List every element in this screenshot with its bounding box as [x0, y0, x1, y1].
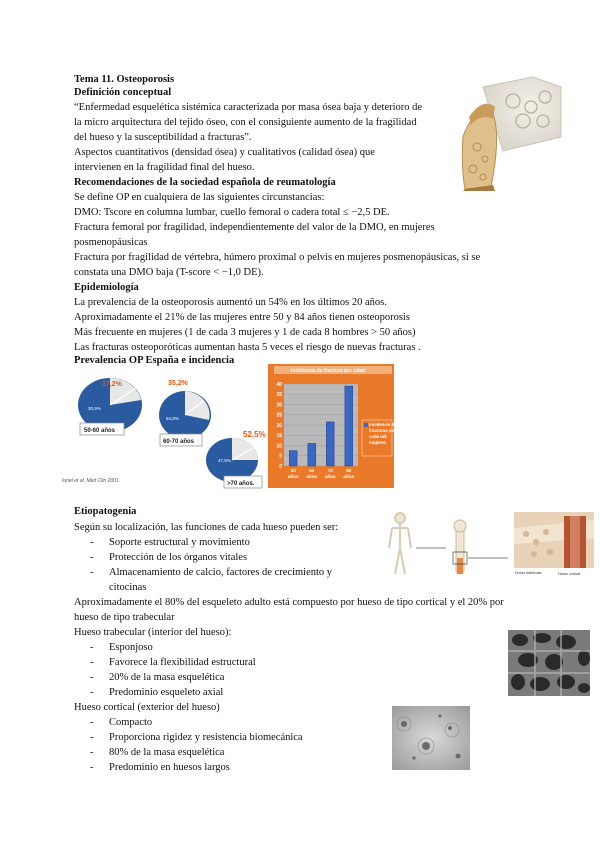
- recomendaciones-line: posmenopáusicas: [74, 237, 148, 248]
- list-dash: -: [90, 762, 94, 773]
- prevalencia-heading: Prevalencia OP España e incidencia: [74, 355, 235, 366]
- doc-title: Tema 11. Osteoporosis: [74, 74, 175, 85]
- skeleton-bone-diagram: [386, 508, 598, 586]
- pie-2-pct: 35,2%: [168, 380, 188, 387]
- epidemiologia-line: Las fracturas osteoporóticas aumentan hasta 5 veces el riesgo de nuevas fracturas .: [74, 342, 421, 353]
- chart-xtick-label: años: [324, 474, 336, 479]
- list-dash: -: [90, 642, 94, 653]
- list-dash: -: [90, 747, 94, 758]
- cortical-item: Proporciona rigidez y resistencia biomecánica: [109, 732, 303, 743]
- etiopatogenia-para: hueso de tipo trabecular: [74, 612, 175, 623]
- chart-title: Incidencia de fractura por edad: [290, 368, 366, 374]
- funcion-item: citocinas: [109, 582, 147, 593]
- definicion-heading: Definición conceptual: [74, 87, 172, 98]
- funcion-item: Soporte estructural y movimiento: [109, 537, 250, 548]
- trabecular-item: 20% de la masa esquelética: [109, 672, 225, 683]
- chart-ytick-label: 40: [276, 381, 282, 388]
- prevalence-pies-figure: [62, 372, 288, 496]
- epidemiologia-line: La prevalencia de la osteoporosis aumentó un 54% en los últimos 20 años.: [74, 297, 387, 308]
- epidemiologia-line: Aproximadamente el 21% de las mujeres entre 50 y 84 años tienen osteoporosis: [74, 312, 410, 323]
- etiopatogenia-heading: Etiopatogenia: [74, 506, 137, 517]
- pie-2-label: 60-70 años: [163, 439, 195, 445]
- chart-legend-swatch: [364, 423, 368, 427]
- etiopatogenia-intro: Según su localización, las funciones de cada hueso pueden ser:: [74, 522, 339, 533]
- definicion-line: la micro arquitectura del tejido óseo, con el consiguiente aumento de la fragilidad: [74, 117, 417, 128]
- fracture-incidence-chart: [268, 364, 397, 488]
- pie-60-70: [159, 391, 211, 439]
- chart-legend-label: Incidencia de fracturas por cada mil mujeres: [369, 422, 397, 445]
- list-dash: -: [90, 657, 94, 668]
- chart-ytick-label: 30: [276, 402, 282, 409]
- epidemiologia-line: Más frecuente en mujeres (1 de cada 3 mujeres y 1 de cada 8 hombres > 50 años): [74, 327, 416, 338]
- chart-ytick-label: 5: [279, 453, 282, 460]
- recomendaciones-line: Fractura femoral por fragilidad, independientemente del valor de la DMO, en mujeres: [74, 222, 435, 233]
- chart-xtick-label: años: [343, 474, 355, 479]
- recomendaciones-line: DMO: Tscore en columna lumbar, cuello femoral o cadera total ≤ −2,5 DE.: [74, 207, 390, 218]
- pie-1-inner: 30,5%: [88, 406, 101, 411]
- list-dash: -: [90, 552, 94, 563]
- definicion-line: intervienen en la fragilidad final del hueso.: [74, 162, 255, 173]
- list-dash: -: [90, 687, 94, 698]
- recomendaciones-line: constata una DMO baja (T-score < −1,0 DE).: [74, 267, 264, 278]
- chart-xtick-label: 60: [309, 468, 315, 473]
- bone-section-icon: [514, 512, 594, 568]
- funcion-item: Protección de los órganos vitales: [109, 552, 248, 563]
- chart-ytick-label: 35: [276, 392, 282, 399]
- cortical-micrograph: [392, 706, 470, 770]
- list-dash: -: [90, 537, 94, 548]
- chart-ytick-label: 10: [276, 443, 282, 450]
- chart-ytick-label: 25: [276, 412, 282, 419]
- pie-3-inner: 47,5%: [218, 458, 231, 463]
- pie-1-label: 50-60 años: [84, 428, 116, 434]
- cortical-item: Compacto: [109, 717, 153, 728]
- pie-3-pct: 52,5%: [243, 430, 266, 439]
- bone-image: [443, 77, 561, 191]
- chart-xtick-label: años: [306, 474, 318, 479]
- recomendaciones-line: Se define OP en cualquiera de las siguientes circunstancias:: [74, 192, 325, 203]
- list-dash: -: [90, 717, 94, 728]
- pie-over-70: [206, 438, 258, 482]
- chart-xtick-label: 50: [290, 468, 296, 473]
- list-dash: -: [90, 732, 94, 743]
- bone-label-cortical: Hueso cortical: [558, 572, 581, 576]
- chart-ytick-label: 15: [276, 433, 282, 440]
- epidemiologia-heading: Epidemiología: [74, 282, 139, 293]
- recomendaciones-heading: Recomendaciones de la sociedad española de reumatología: [74, 177, 336, 188]
- trabecular-item: Esponjoso: [109, 642, 153, 653]
- cortical-item: Predominio en huesos largos: [109, 762, 230, 773]
- skeleton-icon: [389, 513, 411, 574]
- chart-bar: [289, 451, 297, 466]
- cortical-item: 80% de la masa esquelética: [109, 747, 225, 758]
- recomendaciones-line: Fractura por fragilidad de vértebra, húmero proximal o pelvis en mujeres posmenopáusicas, si se: [74, 252, 481, 263]
- trabecular-item: Favorece la flexibilidad estructural: [109, 657, 256, 668]
- pie-1-pct: 17,2%: [102, 381, 122, 388]
- trabecular-item: Predominio esqueleto axial: [109, 687, 224, 698]
- list-dash: -: [90, 672, 94, 683]
- chart-ytick-label: 20: [276, 422, 282, 429]
- bone-label-trabecular: Hueso trabecular: [515, 571, 542, 575]
- definicion-line: del hueso y la susceptibilidad a fracturas”.: [74, 132, 252, 143]
- chart-bar: [345, 386, 353, 466]
- list-dash: -: [90, 567, 94, 578]
- funcion-item: Almacenamiento de calcio, factores de crecimiento y: [109, 567, 333, 578]
- chart-xtick-label: 70: [327, 468, 333, 473]
- trabecular-heading: Hueso trabecular (interior del hueso):: [74, 627, 232, 638]
- long-bone-icon: [453, 520, 467, 574]
- pie-2-inner: 64,8%: [166, 416, 179, 421]
- definicion-line: Aspectos cuantitativos (densidad ósea) y cualitativos (calidad ósea) que: [74, 147, 375, 158]
- trabecular-micrograph: [508, 630, 590, 696]
- figure-source: Iuriel et al. Med Clin 2001.: [62, 478, 121, 484]
- chart-xtick-label: años: [287, 474, 299, 479]
- pie-3-label: >70 años.: [227, 481, 255, 487]
- etiopatogenia-para: Aproximadamente el 80% del esqueleto adulto está compuesto por hueso de tipo cortical y el 20% por: [74, 597, 504, 608]
- definicion-line: “Enfermedad esquelética sistémica caracterizada por masa ósea baja y deterioro de: [74, 102, 423, 113]
- cortical-heading: Hueso cortical (exterior del hueso): [74, 702, 220, 713]
- chart-ytick-label: 0: [279, 463, 282, 470]
- chart-xtick-label: 80: [346, 468, 352, 473]
- chart-bar: [308, 443, 316, 466]
- chart-bar: [326, 422, 334, 466]
